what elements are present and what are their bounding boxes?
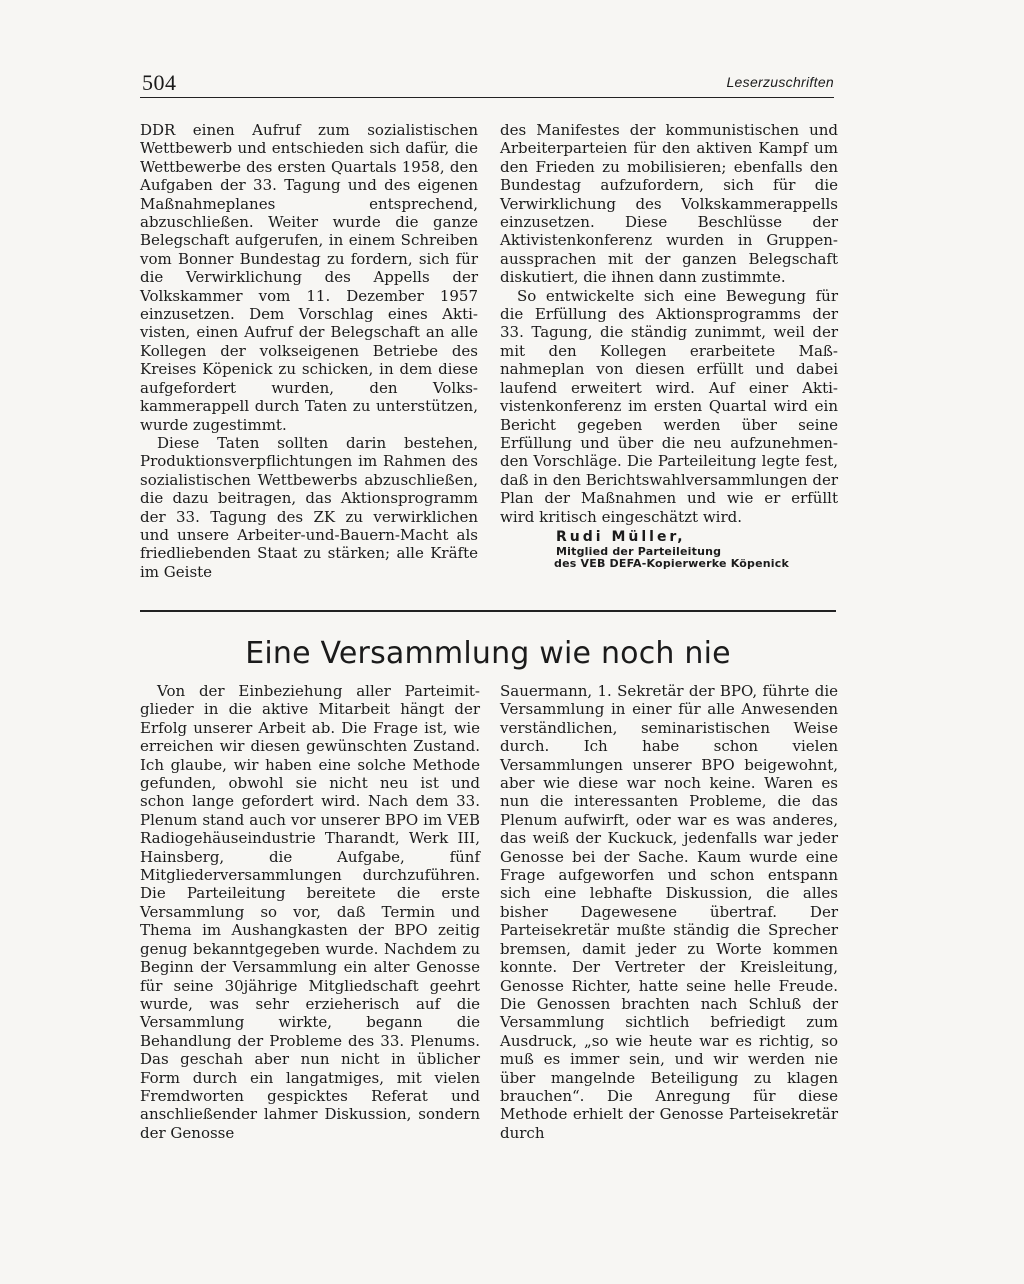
article-paragraph: Sauermann, 1. Sekretär der BPO, führte die Versammlung in einer für alle Anwesenden verständlichen, seminaristischen Weise durch. Ich habe schon vielen Versammlungen unserer BPO beigewohnt, aber wie diese war noch keine. Waren es nun die interessanten Probleme, die das Plenum aufwirft, oder war es was anderes, das weiß der Kuckuck, jedenfalls war jeder Genosse bei der Sache. Kaum wurde eine Frage aufgeworfen und schon entspann sich eine lebhafte Diskussion, die alles bisher Dagewesene übertraf. Der Parteisekretär mußte ständig die Sprecher bremsen, damit jeder zu Worte kommen konnte. Der Vertreter der Kreisleitung, Genosse Richter, hatte seine helle Freude. Die Genossen brachten nach Schluß der Versammlung sichtlich befriedigt zum Ausdruck, „so wie heute war es richtig, so muß es immer sein, und wir werden nie über mangelnde Beteiligung zu klagen brauchen“. Die Anregung für diese Methode erhielt der Genosse Parteisekretär durch: [500, 682, 838, 1142]
letter-column-left: [140, 121, 478, 581]
signature-organization: des VEB DEFA-Kopierwerke Köpenick: [554, 557, 789, 571]
header-rule: [140, 97, 834, 98]
article-title: Eine Versammlung wie noch nie: [245, 636, 731, 671]
letter-column-right: [500, 121, 838, 571]
page-number: 504: [142, 70, 177, 95]
running-head: Leserzuschriften: [726, 74, 834, 90]
signature-name: Rudi Müller,: [556, 528, 686, 545]
letter-paragraph: Diese Taten sollten darin bestehen, Produktionsverpflichtungen im Rahmen des sozialistischen Wettbewerbs abzuschließen, die dazu beitragen, das Aktionsprogramm der 33. Tagung des ZK zu verwirklichen und unsere Arbeiter-und-Bauern-Macht als friedliebenden Staat zu stärken; alle Kräfte im Geiste: [140, 433, 478, 581]
letter-paragraph: des Manifestes der kommunistischen und Arbeiterparteien für den aktiven Kampf um den Frieden zu mobilisieren; ebenfalls den Bundestag aufzufordern, sich für die Verwirklichung des Volkskammerappells einzusetzen. Diese Beschlüsse der Aktivistenkonferenz wurden in Gruppenaussprachen mit der ganzen Belegschaft diskutiert, die ihnen dann zustimmte.: [500, 121, 838, 287]
article-column-left: [140, 682, 480, 1142]
article-column-right: [500, 682, 838, 1142]
letter-paragraph: So entwickelte sich eine Bewegung für die Erfüllung des Aktionsprogramms der 33. Tagung, die ständig zunimmt, weil der mit den Kollegen erarbeitete Maßnahmeplan von diesen erfüllt und dabei laufend erweitert wird. Auf einer Aktivistenkonferenz im ersten Quartal wird ein Bericht gegeben werden über seine Erfüllung und über die neu aufzunehmenden Vorschläge. Die Parteileitung legte fest, daß in den Berichtswahlversammlungen der Plan der Maßnahmen und wie er erfüllt wird kritisch eingeschätzt wird.: [500, 286, 838, 526]
letter-signature: [500, 528, 838, 571]
signature-role: Mitglied der Parteileitung: [556, 544, 722, 558]
section-divider: [140, 610, 836, 612]
article-paragraph: Von der Einbeziehung aller Parteimitglieder in die aktive Mitarbeit hängt der Erfolg unserer Arbeit ab. Die Frage ist, wie erreichen wir diesen gewünschten Zustand. Ich glaube, wir haben eine solche Methode gefunden, obwohl sie nicht neu ist und schon lange gefordert wird. Nach dem 33. Plenum stand auch vor unserer BPO im VEB Radiogehäuseindustrie Tharandt, Werk III, Hainsberg, die Aufgabe, fünf Mitgliederversammlungen durchzuführen. Die Parteileitung bereitete die erste Versammlung so vor, daß Termin und Thema im Aushangkasten der BPO zeitig genug bekanntgegeben wurde. Nachdem zu Beginn der Versammlung ein alter Genosse für seine 30jährige Mitgliedschaft geehrt wurde, was sehr erzieherisch auf die Versammlung wirkte, begann die Behandlung der Probleme des 33. Plenums. Das geschah aber nun nicht in üblicher Form durch ein langatmiges, mit vielen Fremdworten gespicktes Referat und anschließender lahmer Diskussion, sondern der Genosse: [140, 682, 480, 1142]
letter-paragraph: DDR einen Aufruf zum sozialistischen Wettbewerb und entschieden sich dafür, die Wettbewerbe des ersten Quartals 1958, den Aufgaben der 33. Tagung und des eigenen Maßnahmeplanes entsprechend, abzuschließen. Weiter wurde die ganze Belegschaft aufgerufen, in einem Schreiben vom Bonner Bundestag zu fordern, sich für die Verwirklichung des Appells der Volkskammer vom 11. Dezember 1957 einzusetzen. Dem Vorschlag eines Aktivisten, einen Aufruf der Belegschaft an alle Kollegen der volkseigenen Betriebe des Kreises Köpenick zu schicken, in dem diese aufgefordert wurden, den Volkskammerappell durch Taten zu unterstützen, wurde zugestimmt.: [140, 121, 478, 434]
